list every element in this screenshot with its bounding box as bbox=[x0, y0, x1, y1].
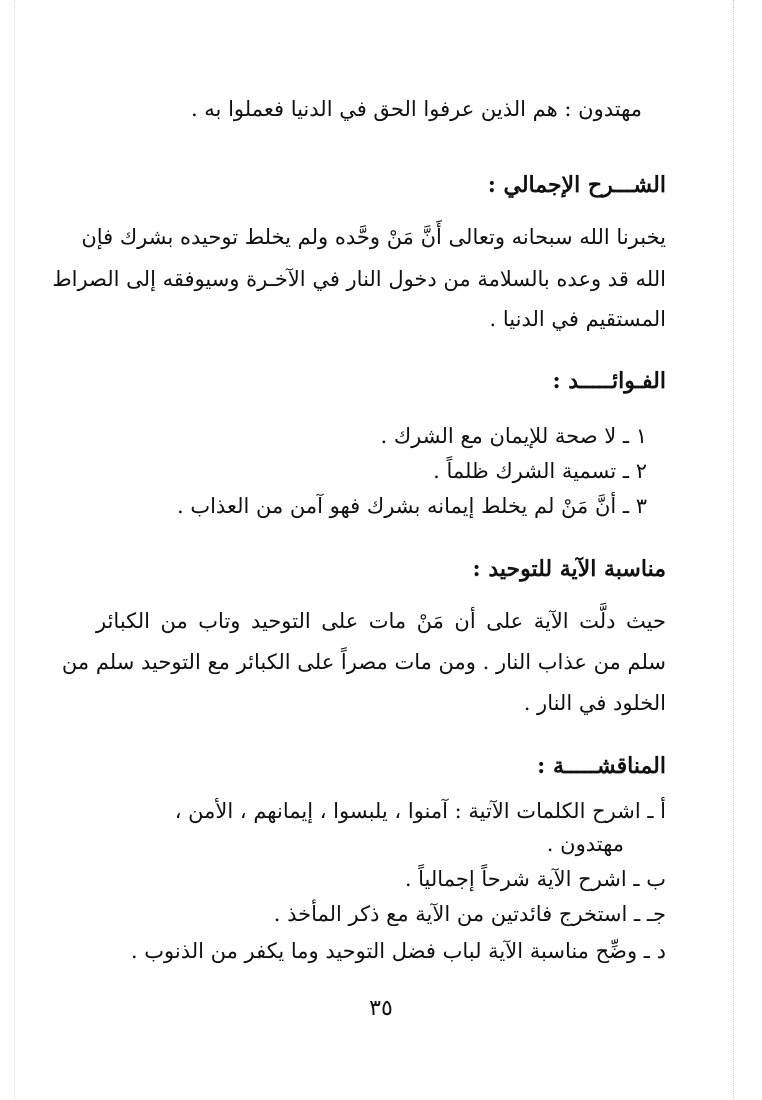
discussion-item-c: جـ ـ استخرج فائدتين من الآية مع ذكر المأخذ . bbox=[273, 902, 666, 926]
relevance-line-1: حيث دلَّت الآية على أن مَنْ مات على التوحيد وتاب من الكبائر bbox=[96, 609, 666, 633]
definition-line: مهتدون : هم الذين عرفوا الحق في الدنيا فعملوا به . bbox=[190, 97, 642, 121]
relevance-heading: مناسبة الآية للتوحيد : bbox=[472, 556, 666, 582]
benefit-item-3: ٣ ـ أنَّ مَنْ لم يخلط إيمانه بشرك فهو آمن من العذاب . bbox=[176, 494, 647, 518]
page-edge-dots-left bbox=[14, 0, 15, 1100]
page-number: ٣٥ bbox=[369, 996, 393, 1021]
relevance-line-2: سلم من عذاب النار . ومن مات مصراً على الكبائر مع التوحيد سلم من bbox=[61, 650, 666, 674]
discussion-item-a: أ ـ اشرح الكلمات الآتية : آمنوا ، يلبسوا ، إيمانهم ، الأمن ، bbox=[174, 799, 666, 823]
benefits-heading: الفـوائـــــد : bbox=[552, 368, 666, 394]
discussion-heading: المناقشـــــة : bbox=[537, 753, 666, 779]
benefit-item-1: ١ ـ لا صحة للإيمان مع الشرك . bbox=[380, 424, 647, 448]
relevance-line-3: الخلود في النار . bbox=[523, 691, 666, 715]
page-edge-dots-right bbox=[733, 0, 734, 1100]
discussion-item-a-cont: مهتدون . bbox=[546, 832, 624, 856]
benefit-item-2: ٢ ـ تسمية الشرك ظلماً . bbox=[433, 459, 647, 483]
summary-line-3: المستقيم في الدنيا . bbox=[489, 307, 666, 331]
discussion-item-b: ب ـ اشرح الآية شرحاً إجمالياً . bbox=[404, 867, 666, 891]
discussion-item-d: د ـ وضِّح مناسبة الآية لباب فضل التوحيد وما يكفر من الذنوب . bbox=[130, 939, 666, 963]
summary-heading: الشـــرح الإجمالي : bbox=[487, 172, 666, 198]
summary-line-2: الله قد وعده بالسلامة من دخول النار في الآخـرة وسيوفقه إلى الصراط bbox=[52, 267, 666, 291]
summary-line-1: يخبرنا الله سبحانه وتعالى أَنَّ مَنْ وحَّده ولم يخلط توحيده بشرك فإن bbox=[81, 225, 666, 249]
